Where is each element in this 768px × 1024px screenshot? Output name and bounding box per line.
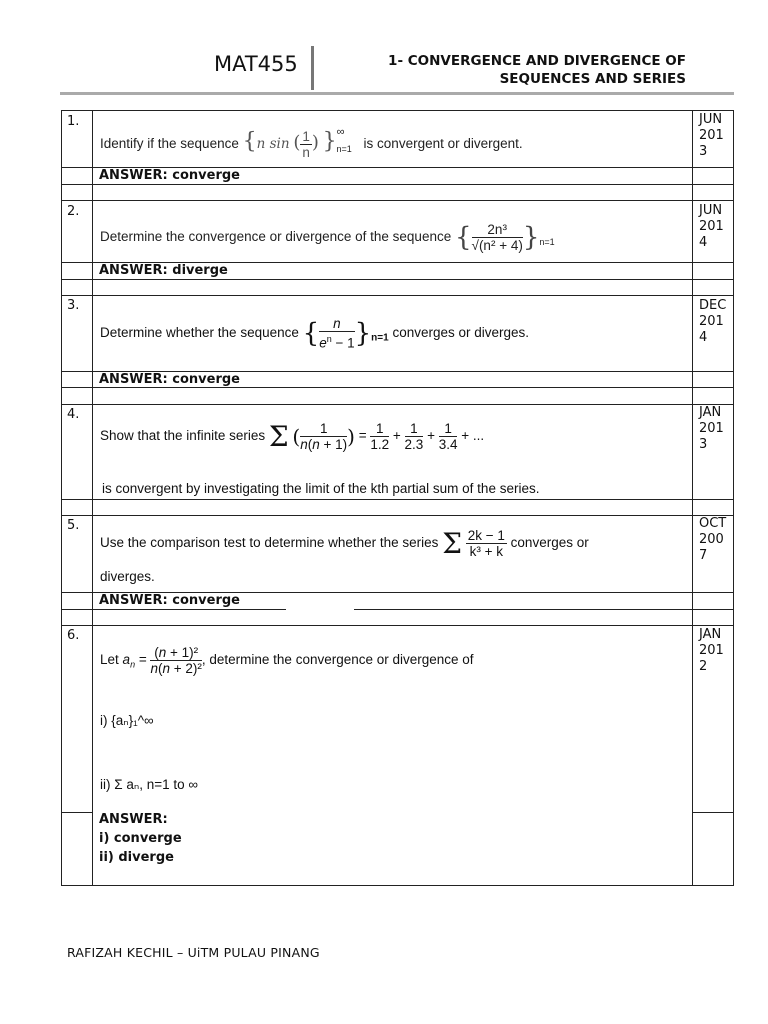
col-divider-2 [692, 110, 693, 886]
title-line-2: SEQUENCES AND SERIES [499, 71, 686, 87]
question-2-text: Determine the convergence or divergence of the sequence { $\frac{\text{2n³}}{\text{√(n² + 4)}}$ }$_{n=1}$ [100, 222, 555, 253]
question-2-date: JUN 2014 [699, 203, 724, 250]
course-code: MAT455 [214, 52, 298, 76]
question-4-number: 4. [67, 407, 80, 422]
question-6-part-i: i) {aₙ}₁^∞ [100, 713, 154, 728]
question-1-text: Identify if the sequence {n sin ( $\frac{1}{n}$ ) }$^\infty_{n=1}$ is convergent or divergent. [100, 125, 523, 160]
question-6-date: JAN 2012 [699, 627, 724, 674]
question-3-date: DEC 2014 [699, 298, 727, 345]
question-5-text: Use the comparison test to determine whether the series Σ $\frac{2k - 1}{\text{k³ + k}}$ converges or [100, 527, 589, 560]
title-line-1: 1- CONVERGENCE AND DIVERGENCE OF [388, 53, 686, 69]
col-divider-1 [92, 110, 93, 886]
question-4-text-2: is convergent by investigating the limit of the kth partial sum of the series. [102, 481, 540, 496]
question-6-number: 6. [67, 628, 80, 643]
question-4-date: JAN 2013 [699, 405, 724, 452]
question-6-part-ii: ii) Σ aₙ, n=1 to ∞ [100, 777, 199, 792]
footer-author: RAFIZAH KECHIL – UiTM PULAU PINANG [67, 945, 320, 960]
question-6-text: Let $a_n$ = $\frac{\text{(n + 1)²}}{\text{n(n + 2)²}}$ , determine the convergence or divergence of [100, 645, 474, 676]
question-6-answer: ANSWER: i) converge ii) diverge [99, 812, 182, 865]
question-2-number: 2. [67, 204, 80, 219]
question-5-number: 5. [67, 518, 80, 533]
question-5-date: OCT 2007 [699, 516, 727, 563]
question-5-answer: ANSWER: converge [99, 593, 240, 608]
question-4-text: Show that the infinite series Σ ( $\frac{1}{n(n + 1)}$ ) = $\frac{1}{1.2}$ + $\frac{1}{2.3}$ + $\frac{1}{3.4}$ + ... [100, 420, 485, 453]
question-1-number: 1. [67, 114, 80, 129]
question-1-date: JUN 2013 [699, 112, 724, 159]
question-1-answer: ANSWER: converge [99, 168, 240, 183]
header-divider [311, 46, 314, 90]
question-3-number: 3. [67, 298, 80, 313]
question-2-answer: ANSWER: diverge [99, 263, 228, 278]
question-3-text: Determine whether the sequence { $\frac{n}{e^n - 1}$ }$_{n=1}$ converges or diverges. [100, 316, 530, 351]
document-title [320, 52, 686, 88]
question-3-answer: ANSWER: converge [99, 372, 240, 387]
header-rule [60, 92, 734, 95]
question-5-text-2: diverges. [100, 569, 155, 584]
